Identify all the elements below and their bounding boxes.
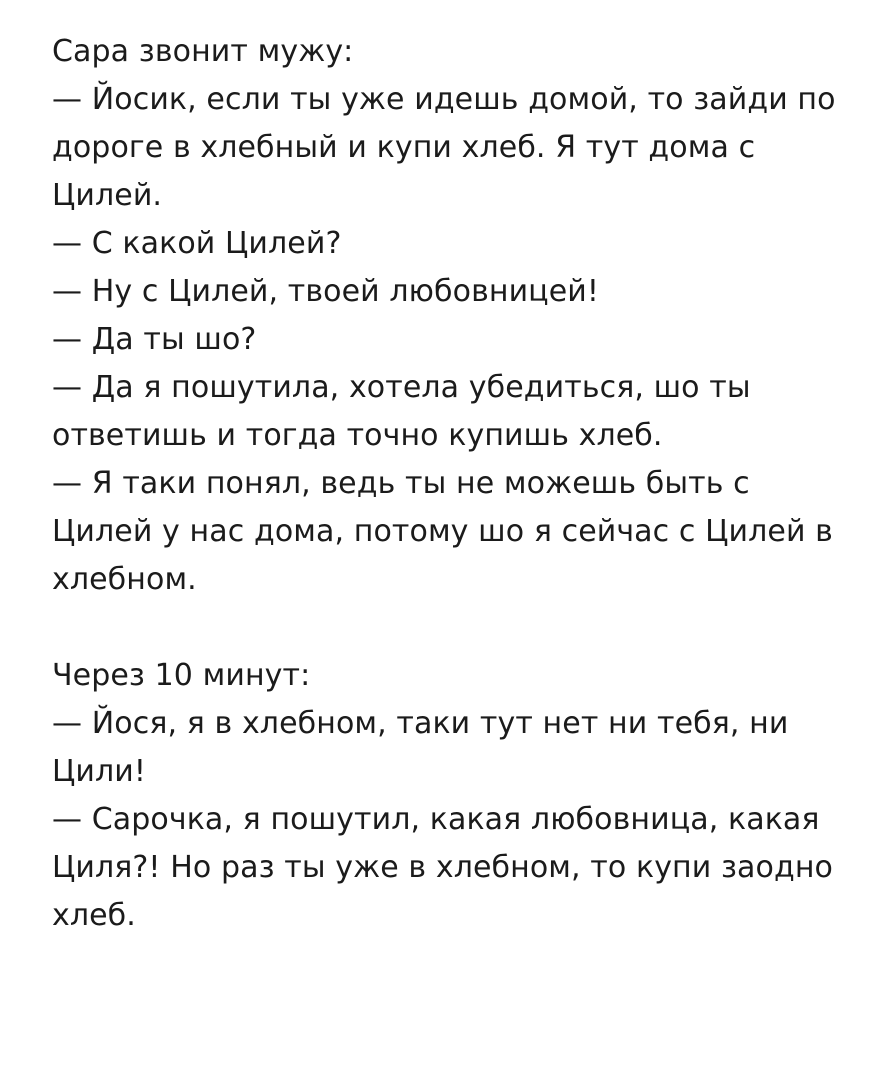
paragraph-line-2: — С какой Цилей? <box>52 226 342 261</box>
paragraph-line-3: — Ну с Цилей, твоей любовницей! <box>52 274 599 309</box>
anecdote-text-block <box>52 28 846 940</box>
paragraph-line-9: — Сарочка, я пошутил, какая любовница, какая Циля?! Но раз ты уже в хлебном, то купи заодно хлеб. <box>52 802 843 933</box>
paragraph-line-8: — Йося, я в хлебном, таки тут нет ни тебя, ни Цили! <box>52 706 799 789</box>
paragraph-line-5: — Да я пошутила, хотела убедиться, шо ты ответишь и тогда точно купишь хлеб. <box>52 370 761 453</box>
paragraph-line-1: — Йосик, если ты уже идешь домой, то зайди по дороге в хлебный и купи хлеб. Я тут дома с Цилей. <box>52 82 846 213</box>
paragraph-break <box>52 604 836 652</box>
paragraph-line-7: Через 10 минут: <box>52 658 311 693</box>
paragraph-line-6: — Я таки понял, ведь ты не можешь быть с Цилей у нас дома, потому шо я сейчас с Цилей в хлебном. <box>52 466 843 597</box>
paragraph-intro: Сара звонит мужу: <box>52 34 354 69</box>
paragraph-line-4: — Да ты шо? <box>52 322 257 357</box>
